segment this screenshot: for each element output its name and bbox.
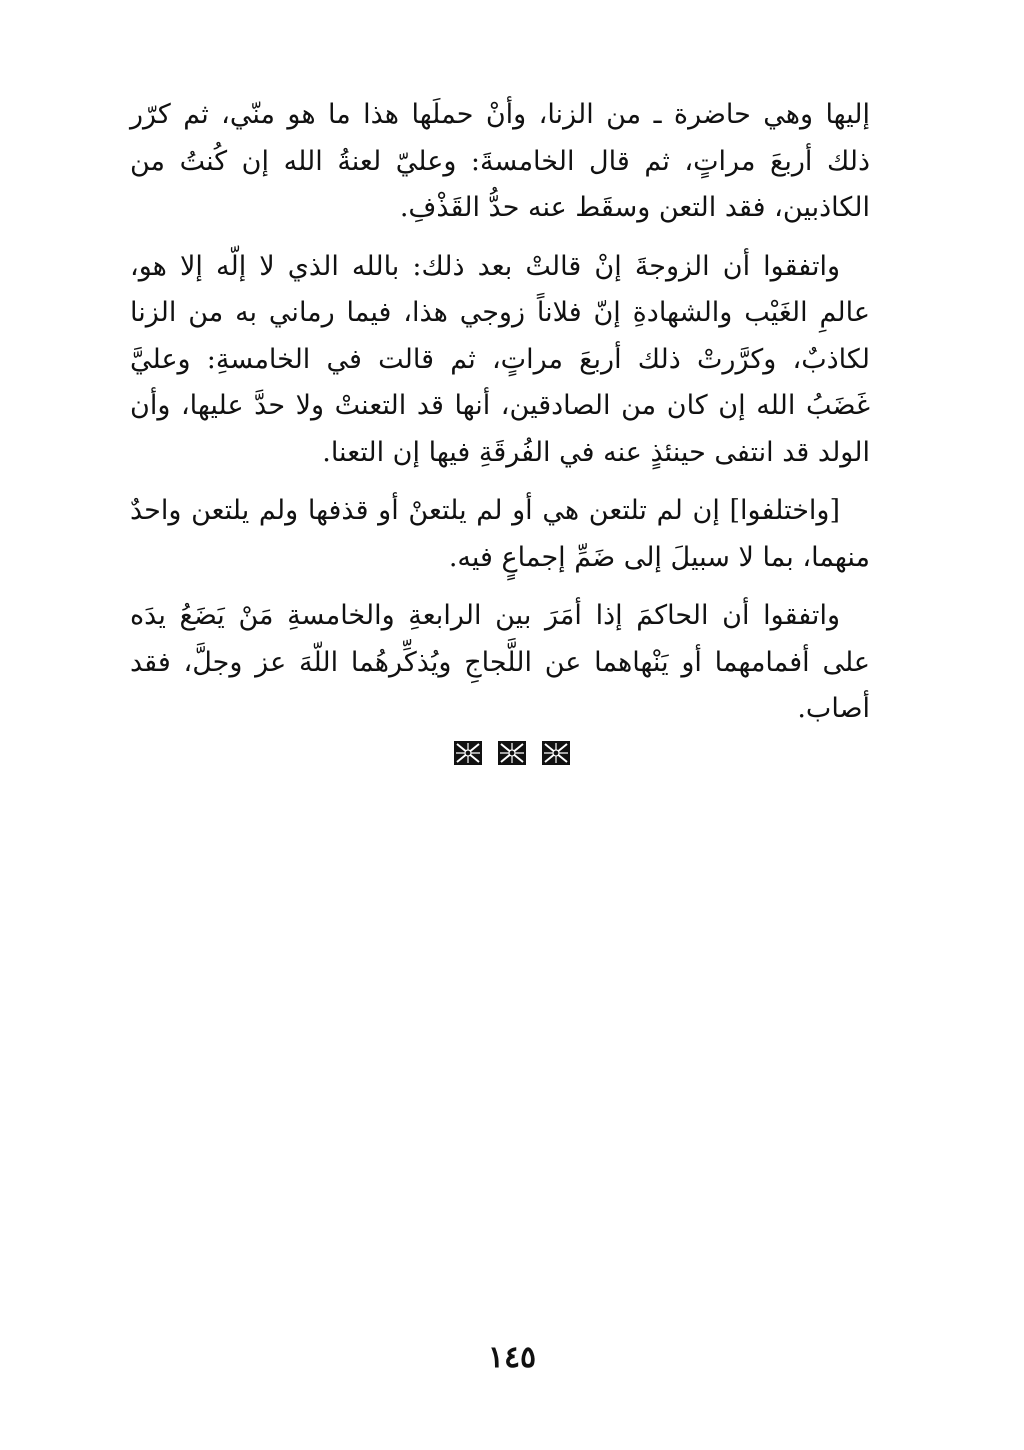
section-divider — [0, 740, 1024, 766]
paragraph-2: واتفقوا أن الزوجةَ إنْ قالتْ بعد ذلك: بالله الذي لا إلّه إلا هو، عالمِ الغَيْب والشهادةِ إنّ فلاناً زوجي هذا، فيما رماني به من الزنا لكاذبٌ، وكرَّرتْ ذلك أربعَ مراتٍ، ثم قالت في الخامسةِ: وعليَّ غَضَبُ الله إن كان من الصادقين، أنها قد التعنتْ ولا حدَّ عليها، وأن الولد قد انتفى حينئذٍ عنه في الفُرقَةِ فيها إن التعنا. — [130, 250, 870, 468]
paragraph-3: [واختلفوا] إن لم تلتعن هي أو لم يلتعنْ أو قذفها ولم يلتعن واحدٌ منهما، بما لا سبيلَ إلى ضَمِّ إجماعٍ فيه. — [130, 495, 870, 573]
ornament-icon — [453, 740, 483, 766]
body-text — [130, 92, 870, 745]
ornament-icon — [497, 740, 527, 766]
ornament-icon — [541, 740, 571, 766]
paragraph-4: واتفقوا أن الحاكمَ إذا أمَرَ بين الرابعةِ والخامسةِ مَنْ يَضَعُ يدَه على أفمامهما أو يَنْهاهما عن اللَّجاجِ ويُذكِّرهُما اللّهَ عز وجلَّ، فقد أصاب. — [130, 600, 870, 724]
page-number: ١٤٥ — [487, 1340, 537, 1375]
paragraph-1: إليها وهي حاضرة ـ من الزنا، وأنْ حملَها هذا ما هو منّي، ثم كرّر ذلك أربعَ مراتٍ، ثم قال الخامسةَ: وعليّ لعنةُ الله إن كُنتُ من الكاذبين، فقد التعن وسقَط عنه حدُّ القَذْفِ. — [130, 99, 870, 223]
